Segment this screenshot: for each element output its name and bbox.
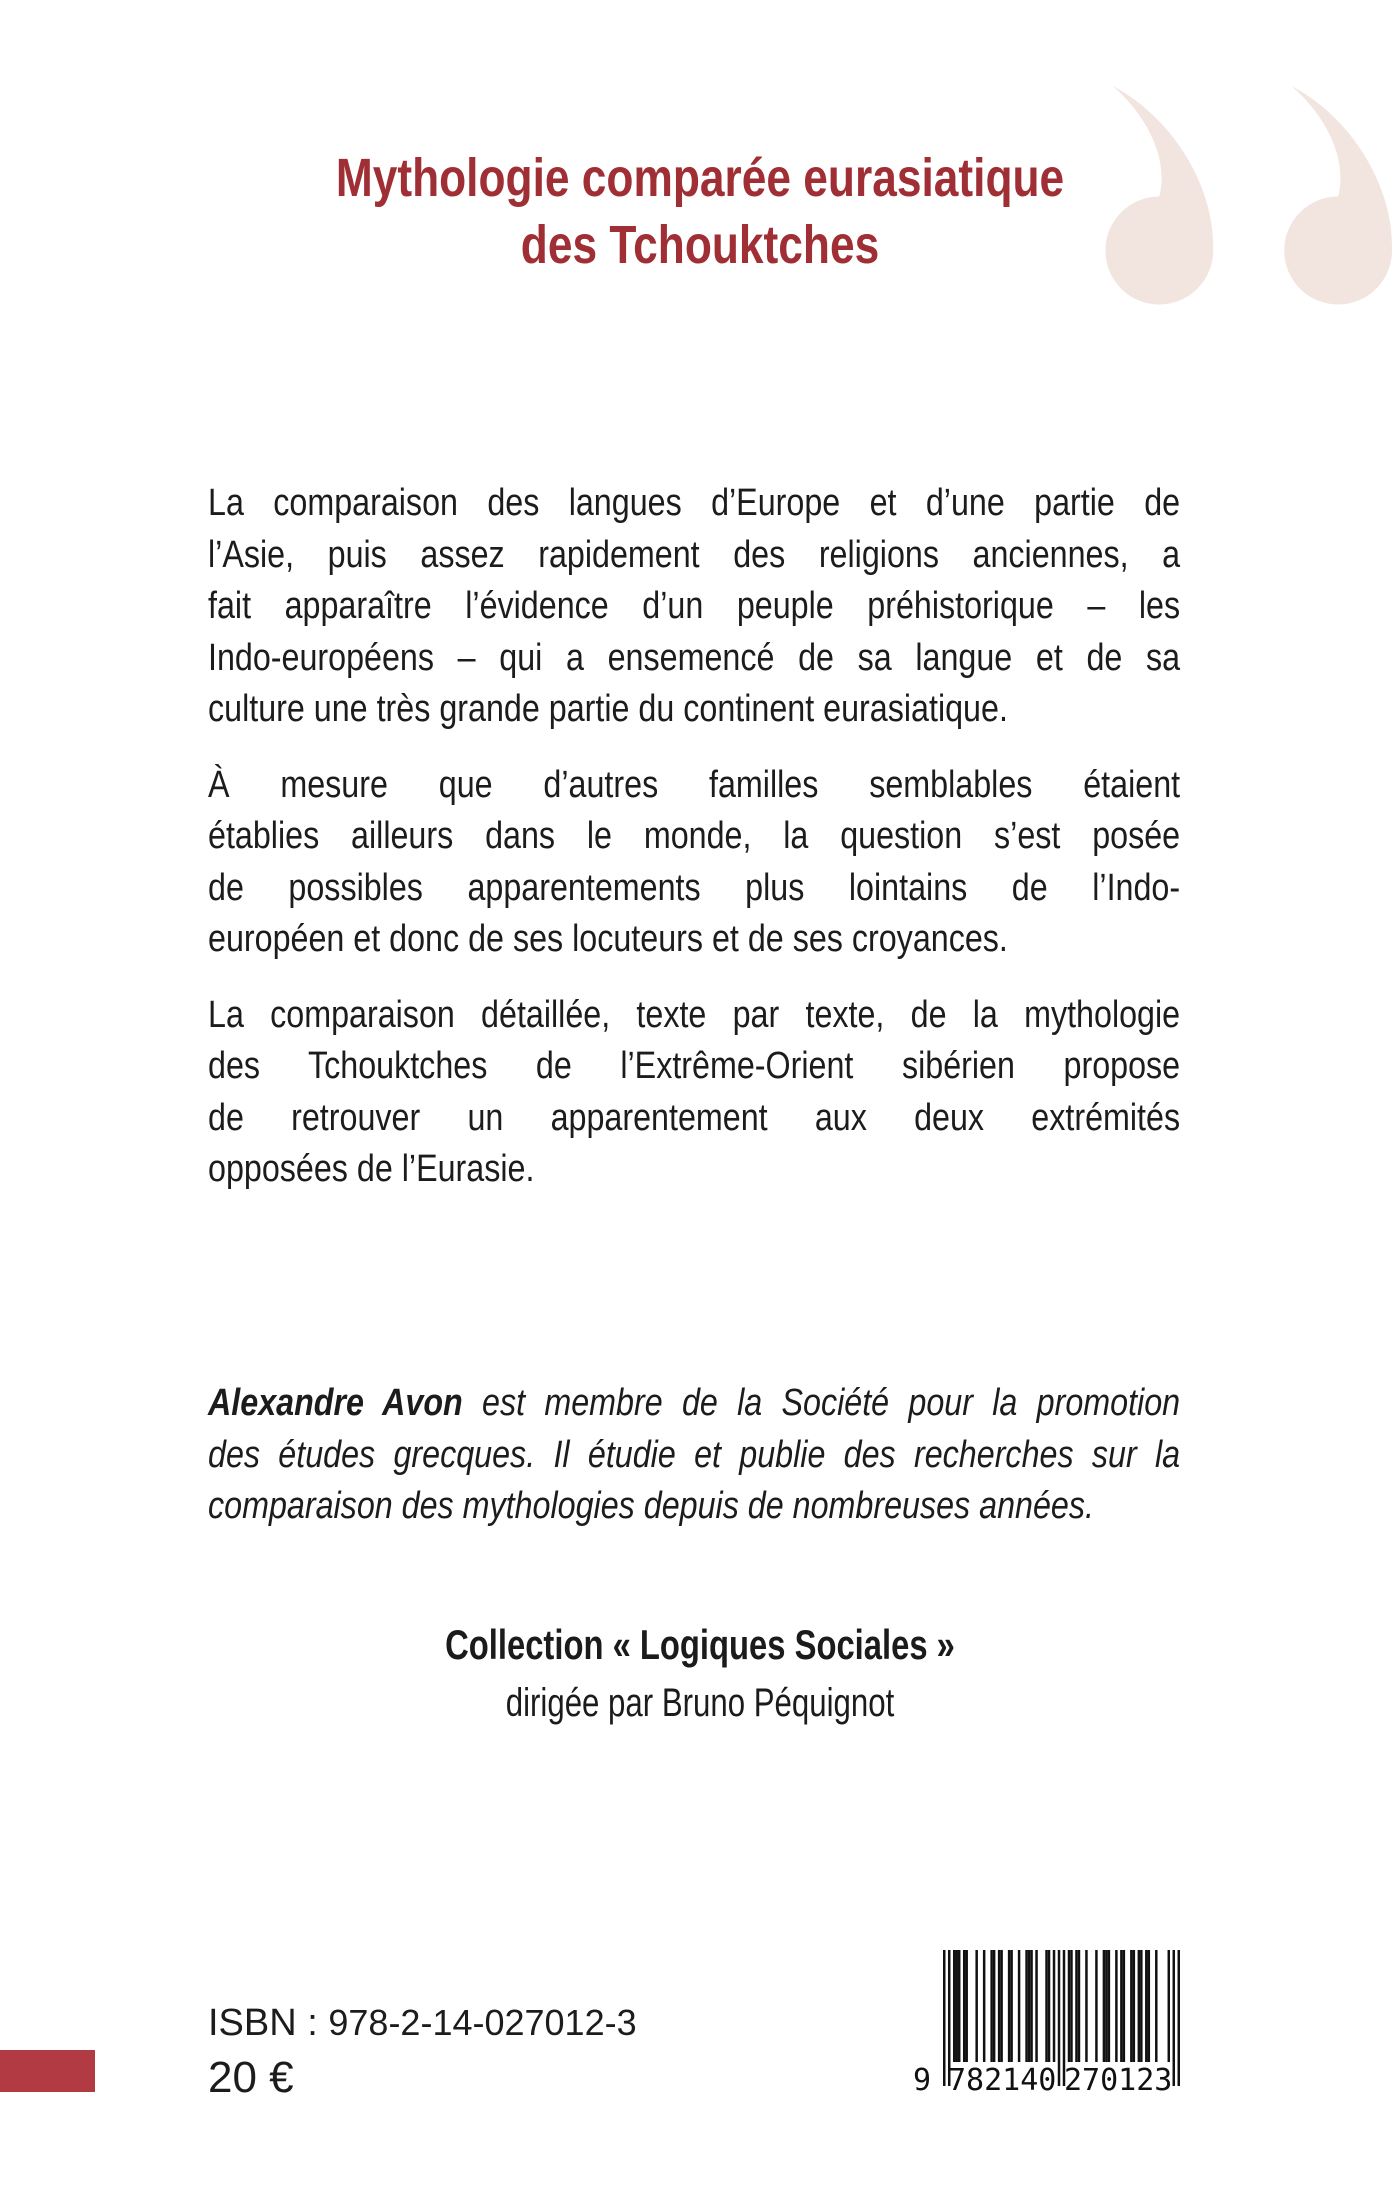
text-line: fait apparaître l’évidence d’un peuple préhistorique – les <box>208 585 1181 627</box>
text-line: La comparaison détaillée, texte par texte, de la mythologie <box>208 993 1181 1036</box>
isbn <box>208 2001 637 2045</box>
text-line: culture une très grande partie du continent eurasiatique. <box>208 688 1008 730</box>
text-line: l’Asie, puis assez rapidement des religions anciennes, a <box>208 533 1181 576</box>
barcode-digits-left: 782140 <box>948 2063 1057 2098</box>
synopsis-paragraph-2 <box>208 760 1180 966</box>
text-line: Indo-européens – qui a ensemencé de sa langue et de sa <box>208 636 1181 679</box>
synopsis <box>208 478 1180 1196</box>
text-line: À mesure que d’autres familles semblables étaient <box>208 763 1181 806</box>
text-line: comparaison des mythologies depuis de nombreuses années. <box>208 1485 1094 1527</box>
book-title-line1: Mythologie comparée eurasiatique <box>335 148 1065 208</box>
text-line: européen et donc de ses locuteurs et de ses croyances. <box>208 918 1008 960</box>
text-line: des études grecques. Il étudie et publie des recherches sur la <box>208 1433 1181 1476</box>
text-line: de possibles apparentements plus lointains de l’Indo- <box>208 866 1181 909</box>
collection-director: dirigée par Bruno Péquignot <box>505 1681 895 1725</box>
text-line: de retrouver un apparentement aux deux extrémités <box>208 1096 1181 1139</box>
synopsis-paragraph-1 <box>208 478 1180 736</box>
author-name: Alexandre Avon <box>208 1382 463 1424</box>
book-title-line2: des Tchouktches <box>520 215 880 275</box>
isbn-number: 978-2-14-027012-3 <box>328 2002 637 2043</box>
text-line: La comparaison des langues d’Europe et d’une partie de <box>208 482 1181 524</box>
collection-name: Collection « Logiques Sociales » <box>445 1621 955 1668</box>
text-line <box>208 1378 1180 1430</box>
author-bio-line1-rest: est membre de la Société pour la promotion <box>462 1382 1181 1424</box>
isbn-label: ISBN : <box>208 2002 318 2044</box>
text-line: opposées de l’Eurasie. <box>208 1148 535 1190</box>
closing-quotes-icon <box>1098 86 1392 307</box>
quote-glyph-left <box>1105 86 1213 305</box>
text-line: établies ailleurs dans le monde, la question s’est posée <box>208 815 1181 857</box>
quote-glyph-right <box>1284 86 1392 305</box>
collection-info <box>154 1616 1246 1732</box>
barcode-digits-right: 270123 <box>1064 2063 1173 2098</box>
red-accent-block <box>0 2050 95 2092</box>
barcode-digit-first: 9 <box>913 2063 932 2098</box>
price: 20 € <box>208 2053 294 2102</box>
synopsis-paragraph-3 <box>208 990 1180 1196</box>
author-bio <box>208 1378 1180 1533</box>
text-line: des Tchouktches de l’Extrême-Orient sibérien propose <box>208 1045 1181 1087</box>
